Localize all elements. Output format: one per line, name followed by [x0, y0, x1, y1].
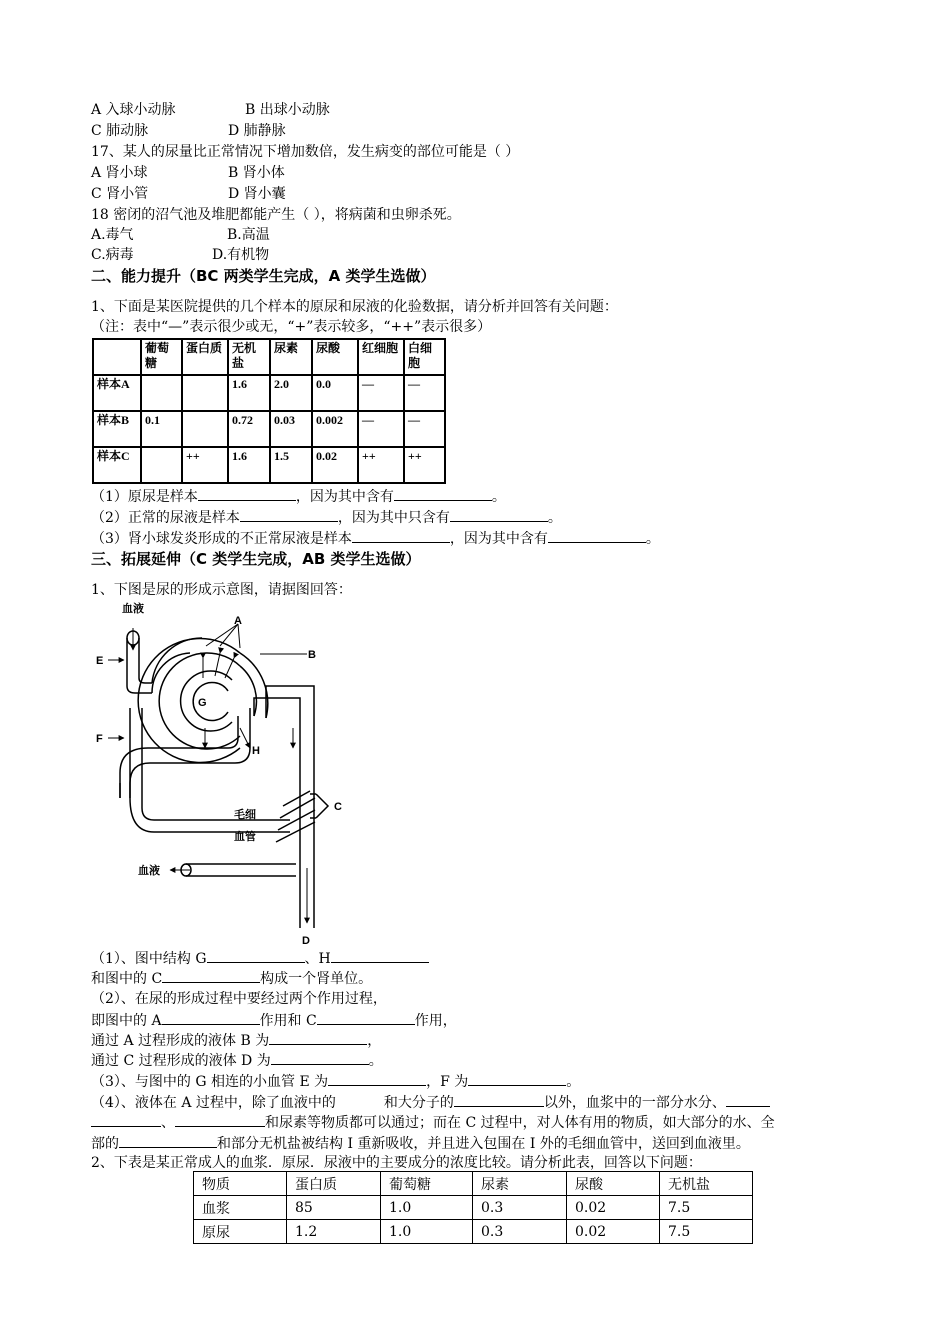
choice-line: [91, 184, 286, 204]
text: ，: [367, 1033, 382, 1049]
text: 通过 A 过程形成的液体 B 为: [91, 1033, 270, 1049]
table-header-cell: 白细胞: [404, 339, 445, 375]
choice-line: [91, 163, 285, 183]
table-header-cell: [93, 339, 141, 375]
question-text: 1、下图是尿的形成示意图，请据图回答：: [91, 582, 352, 598]
choice-line: [91, 121, 286, 141]
answer-blank[interactable]: [162, 968, 260, 983]
table-cell: 85: [287, 1196, 381, 1220]
table-header-cell: 物质: [194, 1172, 287, 1196]
text: ，因为其中含有: [295, 489, 394, 505]
sub-question: [91, 1133, 750, 1154]
table-header-cell: 无机盐: [228, 339, 270, 375]
table-cell: 2.0: [270, 375, 312, 411]
section-heading-3: 三、拓展延伸（C 类学生完成，AB 类学生选做）: [91, 550, 421, 568]
text: 。: [368, 1053, 383, 1069]
sub-question: （2）、在尿的形成过程中要经过两个作用过程，: [91, 991, 387, 1007]
answer-blank[interactable]: [468, 1071, 566, 1086]
sub-question: [91, 1050, 383, 1071]
answer-blank[interactable]: [198, 486, 296, 501]
text: 和图中的 C: [91, 971, 163, 987]
text: 。: [645, 531, 660, 547]
choice-d: D 肺静脉: [228, 123, 286, 139]
table-cell: ++: [182, 447, 228, 483]
table-cell: 7.5: [660, 1220, 753, 1244]
choice-b: B.高温: [227, 227, 270, 243]
table-cell: 0.72: [228, 411, 270, 447]
table-cell: 0.3: [473, 1196, 567, 1220]
text: 、H: [304, 951, 331, 967]
sub-question: [91, 1092, 770, 1113]
question-17: 17、某人的尿量比正常情况下增加数倍，发生病变的部位可能是（ ）: [91, 144, 520, 160]
choice-c: C 肾小管: [91, 186, 149, 202]
table-header-cell: 无机盐: [660, 1172, 753, 1196]
label-g: G: [198, 697, 207, 709]
table-cell: 0.3: [473, 1220, 567, 1244]
sub-question: [91, 507, 562, 528]
text: 部的: [91, 1136, 119, 1152]
table-cell: 7.5: [660, 1196, 753, 1220]
label-f: F: [96, 733, 103, 745]
table-cell: —: [358, 375, 404, 411]
table-cell: 0.1: [141, 411, 182, 447]
label-b: B: [308, 649, 316, 661]
label-e: E: [96, 655, 104, 667]
table-cell: 样本A: [93, 375, 141, 411]
choice-a: A 入球小动脉: [91, 102, 176, 118]
label-a: A: [234, 615, 242, 627]
answer-blank[interactable]: [394, 486, 492, 501]
answer-blank[interactable]: [454, 1092, 544, 1107]
answer-blank[interactable]: [726, 1092, 770, 1107]
sample-table: [92, 338, 446, 484]
answer-blank[interactable]: [271, 1050, 369, 1065]
answer-blank[interactable]: [91, 1112, 161, 1127]
table-cell: 0.0: [312, 375, 358, 411]
table-header-cell: 红细胞: [358, 339, 404, 375]
label-capillary: 毛细: [234, 809, 256, 821]
table-cell: 1.5: [270, 447, 312, 483]
answer-blank[interactable]: [331, 948, 429, 963]
text: 作用和 C: [259, 1013, 317, 1029]
table-row: [93, 411, 445, 447]
table-header-cell: 蛋白质: [182, 339, 228, 375]
text: （1）、图中结构 G: [91, 951, 207, 967]
answer-blank[interactable]: [317, 1010, 415, 1025]
sub-question: [91, 1112, 775, 1133]
question-text: 1、下面是某医院提供的几个样本的原尿和尿液的化验数据，请分析并回答有关问题：: [91, 299, 618, 315]
choice-a: A.毒气: [91, 227, 134, 243]
sub-question: [91, 1010, 457, 1031]
text: （2）正常的尿液是样本: [91, 510, 240, 526]
table-cell: —: [358, 411, 404, 447]
text: 。: [491, 489, 506, 505]
urine-formation-diagram: [90, 598, 370, 950]
choice-b: B 出球小动脉: [245, 102, 330, 118]
table-cell: 0.02: [567, 1196, 660, 1220]
table-cell: 0.03: [270, 411, 312, 447]
table-header-cell: 蛋白质: [287, 1172, 381, 1196]
table-cell: 1.6: [228, 375, 270, 411]
table-header-cell: 尿酸: [567, 1172, 660, 1196]
table-row: [194, 1220, 753, 1244]
table-row: [194, 1196, 753, 1220]
table-cell: —: [404, 375, 445, 411]
answer-blank[interactable]: [450, 507, 548, 522]
table-cell: 0.02: [567, 1220, 660, 1244]
answer-blank[interactable]: [352, 528, 450, 543]
choice-d: D.有机物: [212, 247, 270, 263]
text: （1）原尿是样本: [91, 489, 198, 505]
table-cell: 0.02: [312, 447, 358, 483]
table-row: [93, 375, 445, 411]
text: 通过 C 过程形成的液体 D 为: [91, 1053, 271, 1069]
label-d: D: [302, 935, 310, 947]
sub-question: [91, 948, 429, 969]
label-c: C: [334, 801, 342, 813]
table-cell: 样本C: [93, 447, 141, 483]
table-cell: [141, 375, 182, 411]
table-cell: 原尿: [194, 1220, 287, 1244]
text: ，因为其中只含有: [337, 510, 450, 526]
table-cell: 样本B: [93, 411, 141, 447]
text: ，F 为: [426, 1074, 469, 1090]
section-heading-2: 二、能力提升（BC 两类学生完成，A 类学生选做）: [91, 267, 436, 285]
text: 作用，: [414, 1013, 457, 1029]
table-header-cell: 葡萄糖: [141, 339, 182, 375]
text: 和尿素等物质都可以通过；而在 C 过程中，对人体有用的物质，如大部分的水、全: [265, 1115, 775, 1131]
table-cell: 血浆: [194, 1196, 287, 1220]
table-cell: —: [404, 411, 445, 447]
table-cell: [182, 411, 228, 447]
text: ，因为其中含有: [449, 531, 548, 547]
concentration-table: [193, 1171, 753, 1244]
choice-b: B 肾小体: [228, 165, 285, 181]
label-h: H: [252, 745, 260, 757]
answer-blank[interactable]: [119, 1133, 217, 1148]
choice-d: D 肾小囊: [228, 186, 286, 202]
table-cell: [141, 447, 182, 483]
answer-blank[interactable]: [328, 1071, 426, 1086]
sub-question: [91, 528, 660, 549]
table-cell: ++: [358, 447, 404, 483]
table-cell: 0.002: [312, 411, 358, 447]
answer-blank[interactable]: [548, 528, 646, 543]
answer-blank[interactable]: [207, 948, 305, 963]
text: 和部分无机盐被结构 I 重新吸收，并且进入包围在 I 外的毛细血管中，送回到血液里。: [217, 1136, 750, 1152]
sub-question: [91, 1071, 580, 1092]
text: 。: [566, 1074, 581, 1090]
choice-line: [91, 100, 330, 120]
table-header-cell: 葡萄糖: [381, 1172, 473, 1196]
table-header-row: [93, 339, 445, 375]
choice-c: C.病毒: [91, 247, 134, 263]
text: （3）肾小球发炎形成的不正常尿液是样本: [91, 531, 352, 547]
table-cell: 1.0: [381, 1220, 473, 1244]
answer-blank[interactable]: [240, 507, 338, 522]
sub-question: [91, 968, 372, 989]
label-capillary: 血管: [234, 831, 256, 843]
table-cell: ++: [404, 447, 445, 483]
question-18: 18 密闭的沼气池及堆肥都能产生（ ），将病菌和虫卵杀死。: [91, 207, 461, 223]
table-cell: 1.6: [228, 447, 270, 483]
choice-line: [91, 225, 270, 245]
text: 和大分子的: [383, 1095, 454, 1111]
sub-question: [91, 1030, 381, 1051]
table-cell: 1.2: [287, 1220, 381, 1244]
text: （4）、液体在 A 过程中，除了血液中的: [91, 1095, 336, 1111]
answer-blank[interactable]: [269, 1030, 367, 1045]
text: （3）、与图中的 G 相连的小血管 E 为: [91, 1074, 329, 1090]
text: 以外，血浆中的一部分水分、: [543, 1095, 726, 1111]
table-header-row: [194, 1172, 753, 1196]
sub-question: [91, 486, 506, 507]
choice-a: A 肾小球: [91, 165, 148, 181]
answer-blank[interactable]: [175, 1112, 265, 1127]
choice-c: C 肺动脉: [91, 123, 149, 139]
table-header-cell: 尿素: [270, 339, 312, 375]
label-blood-out: 血液: [138, 865, 160, 877]
table-header-cell: 尿素: [473, 1172, 567, 1196]
text: 、: [161, 1115, 175, 1131]
text: 。: [547, 510, 562, 526]
table-cell: 1.0: [381, 1196, 473, 1220]
text: 即图中的 A: [91, 1013, 162, 1029]
text: 构成一个肾单位。: [260, 971, 373, 987]
choice-line: [91, 245, 269, 265]
label-blood-in: 血液: [122, 603, 144, 615]
table-row: [93, 447, 445, 483]
table-cell: [182, 375, 228, 411]
table-header-cell: 尿酸: [312, 339, 358, 375]
answer-blank[interactable]: [162, 1010, 260, 1025]
question-text: 2、下表是某正常成人的血浆．原尿．尿液中的主要成分的浓度比较。请分析此表，回答以下问题：: [91, 1155, 702, 1171]
table-note: （注：表中“—”表示很少或无，“+”表示较多，“++”表示很多）: [91, 319, 492, 335]
